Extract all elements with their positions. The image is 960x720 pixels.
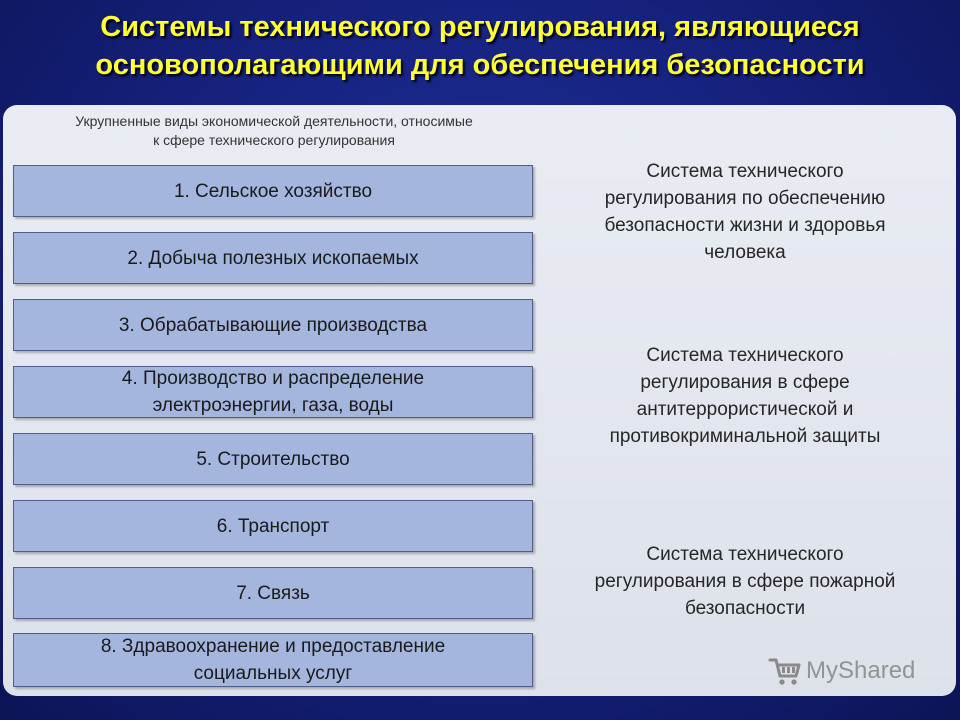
category-label: 1. Сельское хозяйство [173,180,373,202]
categories-header-line-1: Укрупненные виды экономической деятельности, относимые [75,113,473,129]
system-fire-safety [555,541,935,622]
myshared-watermark [768,656,915,686]
system-line: регулирования в сфере пожарной [594,571,896,592]
category-label: 6. Транспорт [216,515,330,537]
system-antiterror-protection [555,342,935,450]
categories-header [14,112,534,150]
category-label: 3. Обрабатывающие производства [118,314,428,336]
category-box-transport [13,500,533,552]
system-line: противокриминальной защиты [609,426,881,447]
category-label: 5. Строительство [196,448,350,470]
category-box-construction [13,433,533,485]
system-line: антитеррористической и [636,399,854,420]
category-label: 2. Добыча полезных ископаемых [127,247,419,269]
cart-icon [768,656,802,686]
system-life-health-safety [555,158,935,266]
system-line: Система технического [646,161,844,182]
slide-title-line-1: Системы технического регулирования, являющиеся [100,11,860,43]
category-box-manufacturing [13,299,533,351]
category-box-mining [13,232,533,284]
system-line: безопасности [684,598,806,619]
system-line: регулирования по обеспечению [604,188,886,209]
system-line: Система технического [646,345,844,366]
category-label-line-2: электроэнергии, газа, воды [152,395,394,416]
category-box-healthcare [13,633,533,687]
slide-title-line-2: основополагающими для обеспечения безопасности [95,49,865,81]
category-box-energy [13,366,533,418]
system-line: человека [704,242,786,263]
system-line: безопасности жизни и здоровья [604,215,886,236]
categories-header-line-2: к сфере технического регулирования [153,132,395,148]
category-label-line-2: социальных услуг [193,663,353,684]
category-label: 4. Производство и распределение [121,368,425,389]
system-line: регулирования в сфере [640,372,850,393]
category-box-communication [13,567,533,619]
slide-title [20,8,940,84]
category-label: 8. Здравоохранение и предоставление [100,636,446,657]
system-line: Система технического [646,544,844,565]
watermark-text: MyShared [806,657,916,684]
category-label: 7. Связь [236,582,310,604]
category-box-agriculture [13,165,533,217]
